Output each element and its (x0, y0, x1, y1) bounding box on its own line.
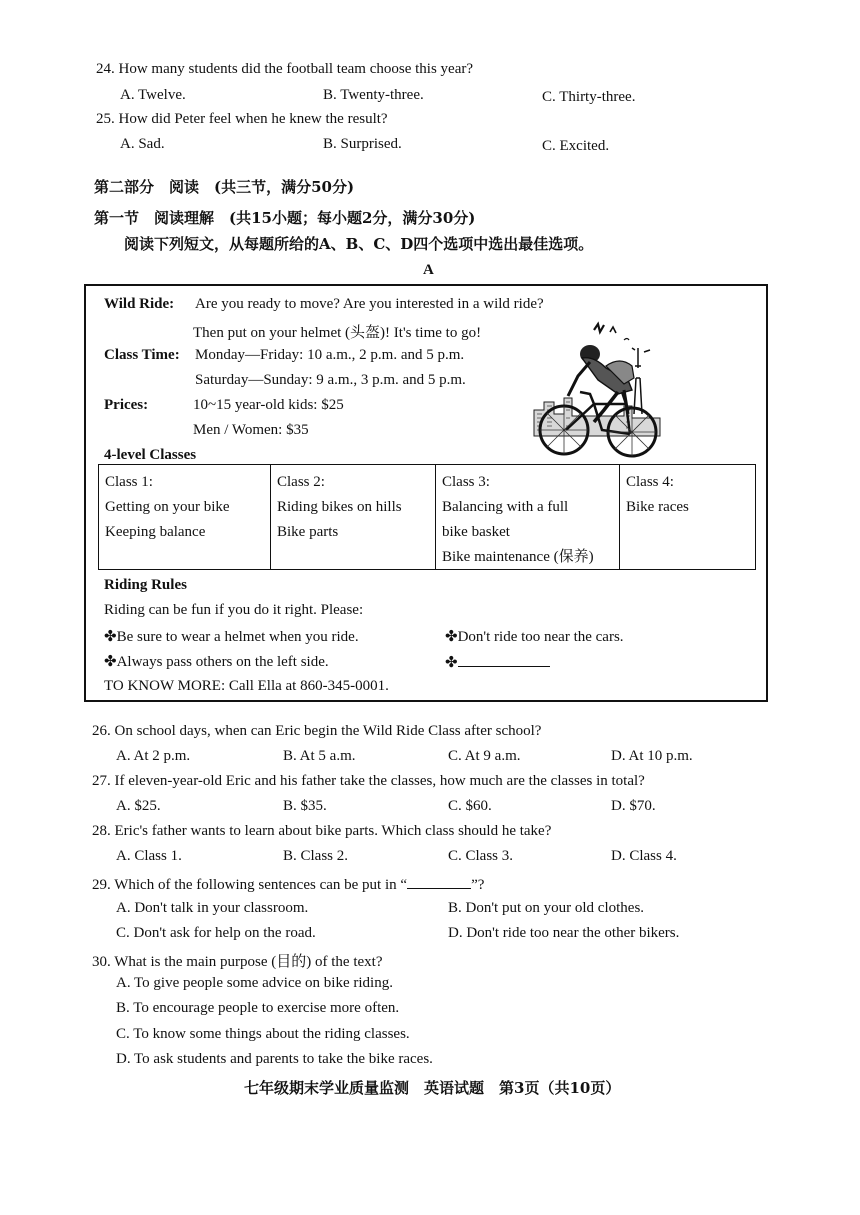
wild-ride-label: Wild Ride: (104, 296, 175, 312)
q24-option-a: A. Twelve. (120, 87, 186, 103)
class-2-cell (271, 465, 436, 569)
q30-option-d: D. To ask students and parents to take the bike races. (116, 1051, 433, 1067)
levels-heading: 4-level Classes (104, 447, 197, 463)
subsection-heading: 第一节 阅读理解 (共15小题；每小题2分，满分30分) (94, 209, 476, 227)
q25-option-c: C. Excited. (542, 138, 610, 154)
class-time-label: Class Time: (104, 347, 180, 363)
question-30-stem: 30. What is the main purpose (目的) of the text? (92, 954, 383, 970)
part-heading: 第二部分 阅读 (共三节，满分50分) (94, 178, 355, 196)
q30-option-b: B. To encourage people to exercise more often. (116, 1000, 400, 1016)
page-footer: 七年级期末学业质量监测 英语试题 第3页（共10页） (244, 1079, 621, 1097)
class-3-item: Bike maintenance (保养) (442, 549, 594, 565)
q26-option-b: B. At 5 a.m. (283, 748, 356, 764)
question-24-stem: 24. How many students did the football team choose this year? (96, 61, 473, 77)
q25-option-b: B. Surprised. (323, 136, 402, 152)
class-1-cell (99, 465, 271, 569)
contact-line: TO KNOW MORE: Call Ella at 860-345-0001. (104, 678, 389, 694)
class-4-title: Class 4: (626, 474, 674, 490)
class-1-item: Keeping balance (105, 524, 206, 540)
reading-instruction: 阅读下列短文，从每题所给的A、B、C、D四个选项中选出最佳选项。 (124, 235, 594, 253)
class-3-title: Class 3: (442, 474, 490, 490)
passage-label: A (423, 262, 434, 278)
classes-table (98, 464, 756, 570)
q25-option-a: A. Sad. (120, 136, 165, 152)
question-26-stem: 26. On school days, when can Eric begin the Wild Ride Class after school? (92, 723, 542, 739)
class-1-item: Getting on your bike (105, 499, 230, 515)
rule-text: Don't ride too near the cars. (457, 629, 624, 645)
q26-option-a: A. At 2 p.m. (116, 748, 191, 764)
wild-ride-line1: Are you ready to move? Are you interested in a wild ride? (195, 296, 544, 312)
q30-option-c: C. To know some things about the riding classes. (116, 1026, 410, 1042)
q28-option-b: B. Class 2. (283, 848, 349, 864)
prices-label: Prices: (104, 397, 149, 413)
rule-bullet-icon: ✤ (445, 629, 458, 645)
class-4-item: Bike races (626, 499, 689, 515)
rule-item (104, 627, 359, 646)
q27-option-a: A. $25. (116, 798, 161, 814)
class-3-item: Balancing with a full (442, 499, 569, 515)
q29-blank (407, 874, 471, 889)
q29-stem-prefix: 29. Which of the following sentences can be put in “ (92, 877, 408, 893)
class-time-line2: Saturday—Sunday: 9 a.m., 3 p.m. and 5 p.m. (195, 372, 466, 388)
class-2-item: Bike parts (277, 524, 339, 540)
class-3-item: bike basket (442, 524, 510, 540)
q24-option-c: C. Thirty-three. (542, 89, 636, 105)
rule-bullet-icon: ✤ (445, 655, 458, 671)
rule-text: Always pass others on the left side. (116, 654, 329, 670)
wild-ride-line2: Then put on your helmet (头盔)! It's time to go! (193, 325, 482, 341)
q27-option-b: B. $35. (283, 798, 327, 814)
prices-line1: 10~15 year-old kids: $25 (193, 397, 344, 413)
q27-option-c: C. $60. (448, 798, 492, 814)
q28-option-d: D. Class 4. (611, 848, 677, 864)
class-2-title: Class 2: (277, 474, 325, 490)
rule-item (445, 627, 624, 646)
question-29-stem (92, 874, 484, 894)
prices-line2: Men / Women: $35 (193, 422, 309, 438)
class-2-item: Riding bikes on hills (277, 499, 402, 515)
rule-bullet-icon: ✤ (104, 654, 117, 670)
q28-option-a: A. Class 1. (116, 848, 182, 864)
bike-rider-illustration (532, 318, 662, 460)
rule-text: Be sure to wear a helmet when you ride. (116, 629, 359, 645)
rule-item (104, 652, 329, 671)
q27-option-d: D. $70. (611, 798, 656, 814)
q29-stem-suffix: ”? (471, 877, 485, 893)
q28-option-c: C. Class 3. (448, 848, 514, 864)
rules-intro: Riding can be fun if you do it right. Please: (104, 602, 364, 618)
question-27-stem: 27. If eleven-year-old Eric and his father take the classes, how much are the classes in total? (92, 773, 645, 789)
rules-heading: Riding Rules (104, 577, 187, 593)
q29-option-b: B. Don't put on your old clothes. (448, 900, 645, 916)
class-3-cell (436, 465, 620, 569)
rule-answer-blank (458, 652, 550, 667)
rule-bullet-icon: ✤ (104, 629, 117, 645)
rule-item-blank (445, 652, 550, 672)
q24-option-b: B. Twenty-three. (323, 87, 424, 103)
class-time-line1: Monday—Friday: 10 a.m., 2 p.m. and 5 p.m. (195, 347, 465, 363)
q29-option-c: C. Don't ask for help on the road. (116, 925, 316, 941)
q26-option-c: C. At 9 a.m. (448, 748, 521, 764)
q26-option-d: D. At 10 p.m. (611, 748, 693, 764)
q29-option-a: A. Don't talk in your classroom. (116, 900, 309, 916)
class-1-title: Class 1: (105, 474, 153, 490)
question-28-stem: 28. Eric's father wants to learn about bike parts. Which class should he take? (92, 823, 552, 839)
q30-option-a: A. To give people some advice on bike riding. (116, 975, 393, 991)
q29-option-d: D. Don't ride too near the other bikers. (448, 925, 680, 941)
class-4-cell (620, 465, 755, 569)
question-25-stem: 25. How did Peter feel when he knew the result? (96, 111, 388, 127)
